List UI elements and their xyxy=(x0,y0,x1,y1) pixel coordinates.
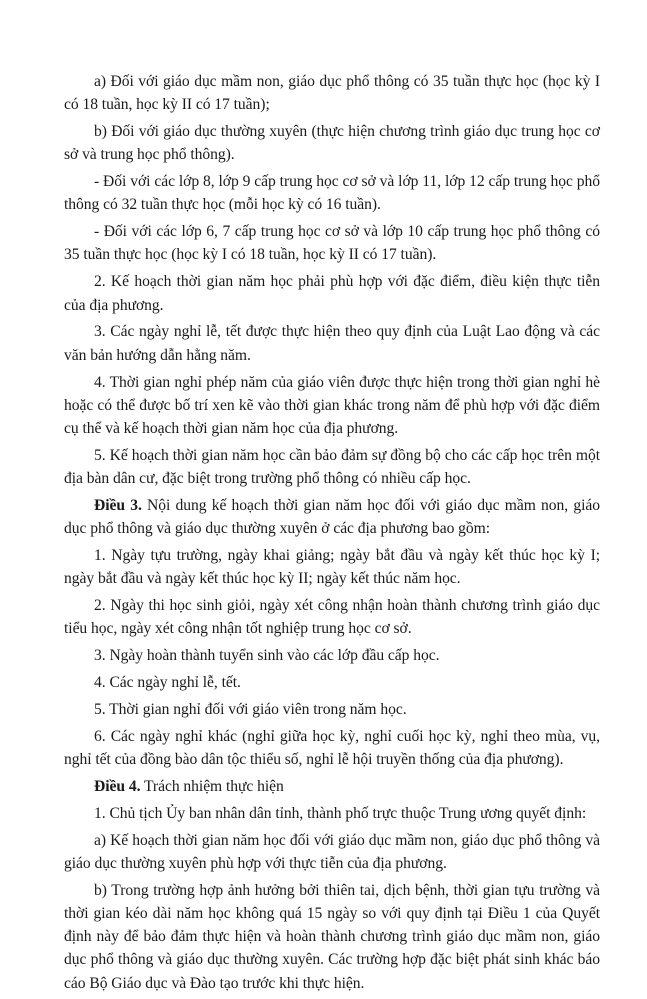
paragraph: 5. Kế hoạch thời gian năm học cần bảo đảm sự đồng bộ cho các cấp học trên một địa bàn dân cư, đặc biệt trong trường phổ thông có nhiều cấp học. xyxy=(64,446,600,488)
paragraph: a) Kế hoạch thời gian năm học đối với giáo dục mầm non, giáo dục phổ thông và giáo dục thường xuyên phù hợp với thực tiễn của địa phương. xyxy=(64,831,600,872)
paragraph: 6. Các ngày nghỉ khác (nghỉ giữa học kỳ, nghỉ cuối học kỳ, nghỉ theo mùa, vụ, nghỉ tết của đồng bào dân tộc thiểu số, nghỉ lễ hội truyền thống của địa phương). xyxy=(64,727,600,769)
paragraph: b) Đối với giáo dục thường xuyên (thực hiện chương trình giáo dục trung học cơ sở và trung học phổ thông). xyxy=(64,123,600,164)
article-3-heading: Điều 3. xyxy=(94,496,142,514)
paragraph: - Đối với các lớp 6, 7 cấp trung học cơ sở và lớp 10 cấp trung học phổ thông có 35 tuần thực học (học kỳ I có 18 tuần, học kỳ II có 17 tuần). xyxy=(64,223,600,264)
paragraph: 1. Chủ tịch Ủy ban nhân dân tỉnh, thành phố trực thuộc Trung ương quyết định: xyxy=(94,804,587,822)
paragraph: 4. Các ngày nghỉ lễ, tết. xyxy=(94,674,241,692)
article-4-paragraph xyxy=(64,775,600,798)
paragraph: b) Trong trường hợp ảnh hưởng bởi thiên tai, dịch bệnh, thời gian tựu trường và thời gian kéo dài năm học không quá 15 ngày so với quy định tại Điều 1 của Quyết định này để bảo đảm thực hiện và hoàn thành chương trình giáo dục mầm non, giáo dục phổ thông và giáo dục thường xuyên. Các trường hợp đặc biệt phát sinh khác báo cáo Bộ Giáo dục và Đào tạo trước khi thực hiện. xyxy=(64,881,600,992)
paragraph: 3. Các ngày nghỉ lễ, tết được thực hiện theo quy định của Luật Lao động và các văn bản hướng dẫn hằng năm. xyxy=(64,323,600,364)
article-4-text: Trách nhiệm thực hiện xyxy=(140,778,284,795)
paragraph: - Đối với các lớp 8, lớp 9 cấp trung học cơ sở và lớp 11, lớp 12 cấp trung học phổ thông có 32 tuần thực học (mỗi học kỳ có 16 tuần). xyxy=(64,173,600,214)
article-3-text: Nội dung kế hoạch thời gian năm học đối với giáo dục mầm non, giáo dục phổ thông và giáo dục thường xuyên ở các địa phương bao gồm: xyxy=(64,496,600,538)
paragraph: 4. Thời gian nghỉ phép năm của giáo viên được thực hiện trong thời gian nghỉ hè hoặc có thể được bố trí xen kẽ vào thời gian khác trong năm để phù hợp với đặc điểm cụ thể và kế hoạch thời gian năm học của địa phương. xyxy=(64,373,600,437)
paragraph: 2. Kế hoạch thời gian năm học phải phù hợp với đặc điểm, điều kiện thực tiễn của địa phương. xyxy=(64,273,600,314)
paragraph: a) Đối với giáo dục mầm non, giáo dục phổ thông có 35 tuần thực học (học kỳ I có 18 tuần, học kỳ II có 17 tuần); xyxy=(64,73,600,114)
article-3-paragraph xyxy=(64,494,600,540)
paragraph: 1. Ngày tựu trường, ngày khai giảng; ngày bắt đầu và ngày kết thúc học kỳ I; ngày bắt đầu và ngày kết thúc học kỳ II; ngày kết thúc năm học. xyxy=(64,547,600,588)
paragraph: 2. Ngày thi học sinh giỏi, ngày xét công nhận hoàn thành chương trình giáo dục tiểu học, ngày xét công nhận tốt nghiệp trung học cơ sở. xyxy=(64,597,600,638)
paragraph: 3. Ngày hoàn thành tuyển sinh vào các lớp đầu cấp học. xyxy=(94,647,440,665)
article-4-heading: Điều 4. xyxy=(94,778,141,795)
paragraph: 5. Thời gian nghỉ đối với giáo viên trong năm học. xyxy=(94,701,407,719)
document-page xyxy=(64,70,600,999)
